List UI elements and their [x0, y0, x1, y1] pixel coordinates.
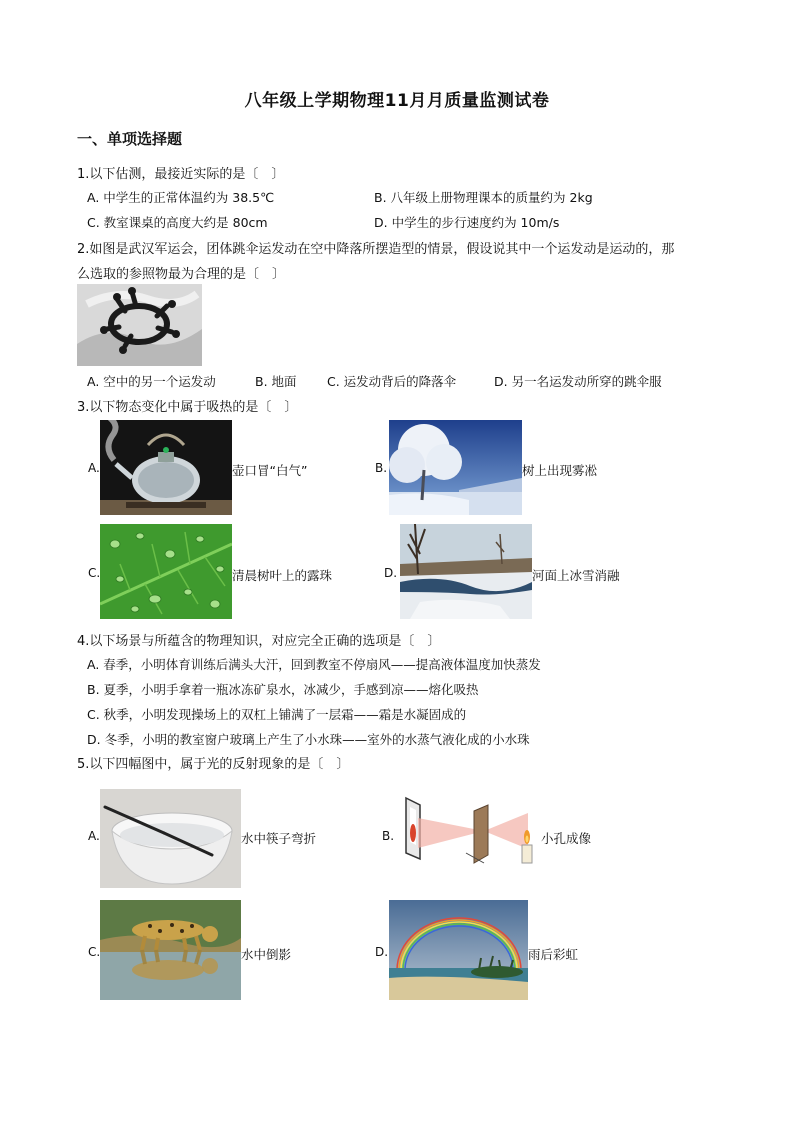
q5-option-b-text: 小孔成像 [541, 831, 592, 846]
kettle-steam-image [100, 420, 232, 515]
q4-option-b: B. 夏季，小明手拿着一瓶冰冻矿泉水，冰减少，手感到凉——熔化吸热 [87, 682, 479, 697]
q3-option-b-text: 树上出现雾凇 [522, 463, 598, 478]
q5-option-a-text: 水中筷子弯折 [241, 831, 317, 846]
q4-option-d: D. 冬季，小明的教室窗户玻璃上产生了小水珠——室外的水蒸气液化成的小水珠 [87, 732, 530, 747]
q2-option-c: C. 运发动背后的降落伞 [327, 374, 457, 389]
leaf-dewdrops-image [100, 524, 232, 619]
q2-option-a: A. 空中的另一个运发动 [87, 374, 216, 389]
q3-option-d-text: 河面上冰雪消融 [532, 568, 620, 583]
q2-option-b: B. 地面 [255, 374, 297, 389]
rainbow-image [389, 900, 528, 1000]
q1-option-d: D. 中学生的步行速度约为 10m/s [374, 215, 560, 230]
river-ice-melt-image [400, 524, 532, 619]
bent-chopstick-image [100, 789, 241, 888]
page-title: 八年级上学期物理11月月质量监测试卷 [244, 91, 550, 111]
q2-stem-line2: 么选取的参照物最为合理的是〔 〕 [77, 267, 286, 282]
leopard-reflection-image [100, 900, 241, 1000]
q4-option-a: A. 春季，小明体育训练后满头大汗，回到教室不停扇风——提高液体温度加快蒸发 [87, 657, 541, 672]
q3-option-d-letter: D. [384, 566, 398, 580]
q1-option-a: A. 中学生的正常体温约为 38.5℃ [87, 190, 275, 205]
q3-option-a-letter: A. [88, 461, 100, 475]
q2-stem-line1: 2.如图是武汉军运会，团体跳伞运发动在空中降落所摆造型的情景，假设说其中一个运发动是运动的，那 [77, 242, 675, 257]
q5-option-b-letter: B. [382, 829, 395, 843]
rime-tree-image [389, 420, 522, 515]
pinhole-imaging-diagram [396, 793, 544, 865]
q3-option-c-letter: C. [88, 566, 101, 580]
q4-stem: 4.以下场景与所蕴含的物理知识，对应完全正确的选项是〔 〕 [77, 634, 441, 649]
q3-option-a-text: 壶口冒“白气” [232, 463, 308, 478]
q1-stem: 1.以下估测，最接近实际的是〔 〕 [77, 167, 285, 182]
q5-option-c-letter: C. [88, 945, 101, 959]
q3-option-c-text: 清晨树叶上的露珠 [232, 568, 333, 583]
skydivers-formation-image [77, 284, 202, 366]
q3-option-b-letter: B. [375, 461, 388, 475]
q4-option-c: C. 秋季，小明发现操场上的双杠上铺满了一层霜——霜是水凝固成的 [87, 707, 467, 722]
q5-option-d-text: 雨后彩虹 [528, 947, 579, 962]
q1-option-b: B. 八年级上册物理课本的质量约为 2kg [374, 190, 593, 205]
q5-option-c-text: 水中倒影 [241, 947, 292, 962]
q5-option-d-letter: D. [375, 945, 389, 959]
section-heading: 一、单项选择题 [77, 130, 183, 148]
q2-option-d: D. 另一名运发动所穿的跳伞服 [494, 374, 662, 389]
q1-option-c: C. 教室课桌的高度大约是 80cm [87, 215, 268, 230]
q5-stem: 5.以下四幅图中，属于光的反射现象的是〔 〕 [77, 757, 350, 772]
q5-option-a-letter: A. [88, 829, 100, 843]
q3-stem: 3.以下物态变化中属于吸热的是〔 〕 [77, 400, 298, 415]
